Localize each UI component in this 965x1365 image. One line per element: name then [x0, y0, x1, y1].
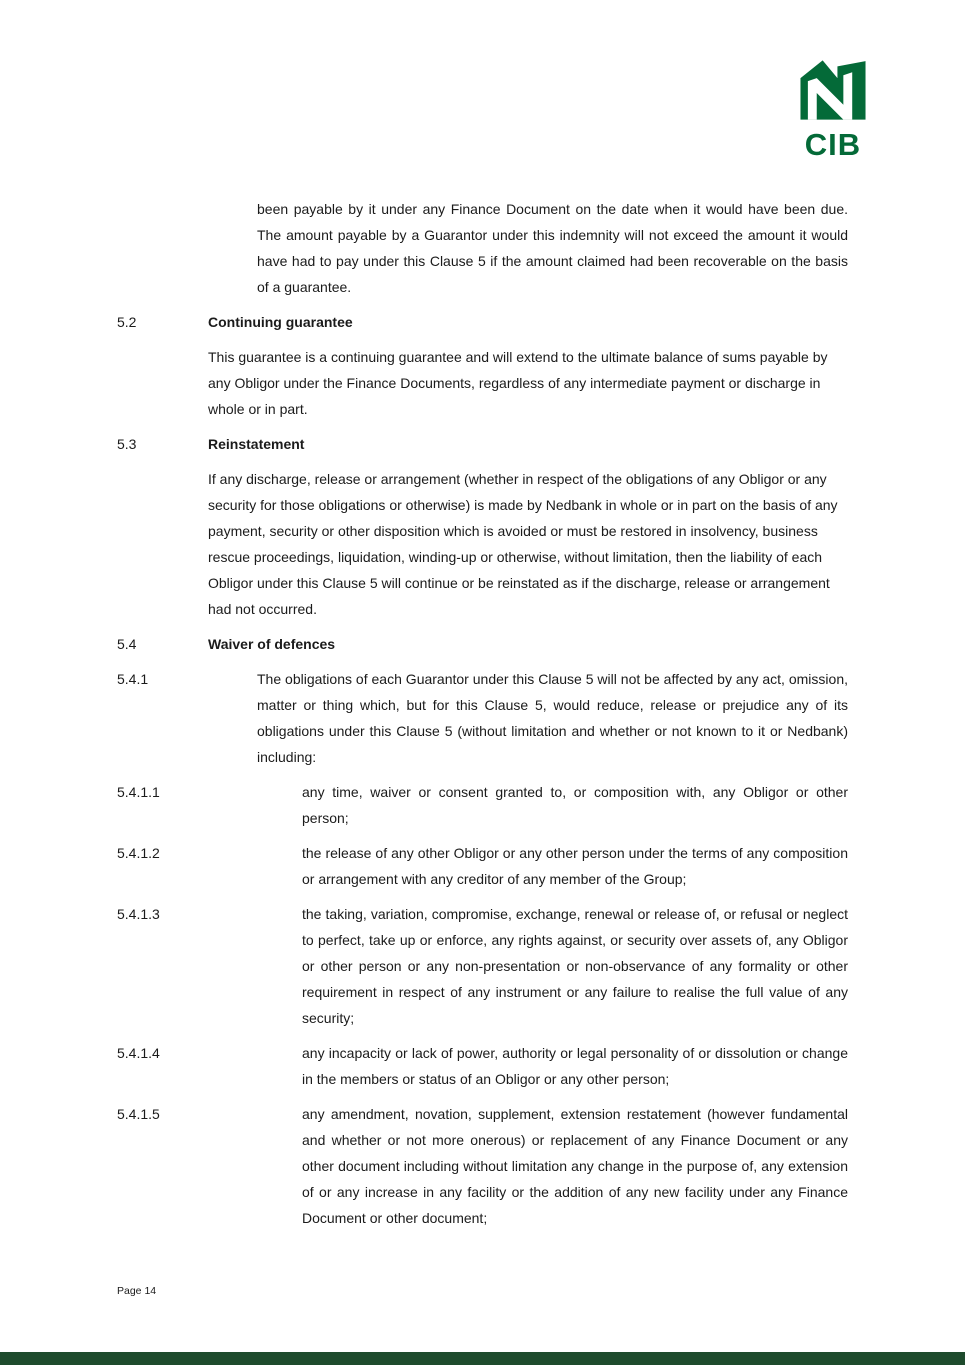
- clause-row: [117, 666, 848, 770]
- clause-row: [117, 1040, 848, 1092]
- clause-number: 5.4.1.5: [117, 1106, 160, 1122]
- intro-paragraph: been payable by it under any Finance Document on the date when it would have been due. The amount payable by a Guarantor under this indemnity will not exceed the amount it would have had to pay under this Clause 5 if the amount claimed had been recoverable on the basis of a guarantee.: [257, 201, 848, 295]
- bottom-accent-bar: [0, 1352, 965, 1365]
- clause-number: 5.3: [117, 436, 137, 452]
- page-footer: [117, 1285, 156, 1297]
- clause-number: 5.4.1.1: [117, 784, 160, 800]
- clause-text: any incapacity or lack of power, authority or legal personality of or dissolution or change in the members or status of an Obligor or any other person;: [302, 1045, 848, 1087]
- clause-number: 5.4.1.3: [117, 906, 160, 922]
- clause-number: 5.4: [117, 636, 137, 652]
- clause-text: the taking, variation, compromise, exchange, renewal or release of, or refusal or neglect to perfect, take up or enforce, any rights against, or security over assets of, any Obligor or other person or any non-presentation or non-observance of any formality or other requirement in respect of any instrument or any failure to realise the full value of any security;: [302, 906, 848, 1026]
- page-number-label: Page 14: [117, 1285, 157, 1297]
- clause-text: any time, waiver or consent granted to, or composition with, any Obligor or other person;: [302, 784, 848, 826]
- clause-paragraph: If any discharge, release or arrangement (whether in respect of the obligations of any Obligor or any security for those obligations or otherwise) is made by Nedbank in whole or in part on the basis of any payment, security or other disposition which is avoided or must be restored in insolvency, business rescue proceedings, liquidation, winding-up or otherwise, without limitation, then the liability of each Obligor under this Clause 5 will continue or be reinstated as if the discharge, release or arrangement had not occurred.: [208, 471, 838, 617]
- brand-header: [783, 56, 883, 163]
- brand-wordmark: CIB: [804, 127, 862, 162]
- clause-number: 5.4.1: [117, 671, 149, 687]
- clause-heading: Reinstatement: [208, 436, 305, 452]
- clause-text: The obligations of each Guarantor under this Clause 5 will not be affected by any act, omission, matter or thing which, but for this Clause 5, would reduce, release or prejudice any of its obligations under this Clause 5 (without limitation and whether or not known to it or Nedbank) including:: [257, 671, 848, 765]
- clause-heading: Waiver of defences: [208, 636, 336, 652]
- clause-number: 5.2: [117, 314, 137, 330]
- clause-row: [117, 901, 848, 1031]
- clause-heading-row: [117, 631, 848, 657]
- nedbank-logo-icon: [796, 56, 870, 124]
- clause-row: [117, 779, 848, 831]
- clause-paragraph: This guarantee is a continuing guarantee and will extend to the ultimate balance of sums payable by any Obligor under the Finance Documents, regardless of any intermediate payment or discharge in whole or in part.: [208, 349, 828, 417]
- clause-row: [117, 1101, 848, 1231]
- clause-text: any amendment, novation, supplement, extension restatement (however fundamental and whether or not more onerous) or replacement of any Finance Document or any other document including without limitation any change in the purpose of, any extension of or any increase in any facility or the addition of any new facility under any Finance Document or other document;: [302, 1106, 848, 1226]
- clause-number: 5.4.1.2: [117, 845, 160, 861]
- clause-heading-row: [117, 431, 848, 457]
- clause-text: the release of any other Obligor or any other person under the terms of any composition or arrangement with any creditor of any member of the Group;: [302, 845, 848, 887]
- clause-heading: Continuing guarantee: [208, 314, 353, 330]
- clause-row: [117, 840, 848, 892]
- clause-number: 5.4.1.4: [117, 1045, 160, 1061]
- clause-heading-row: [117, 309, 848, 335]
